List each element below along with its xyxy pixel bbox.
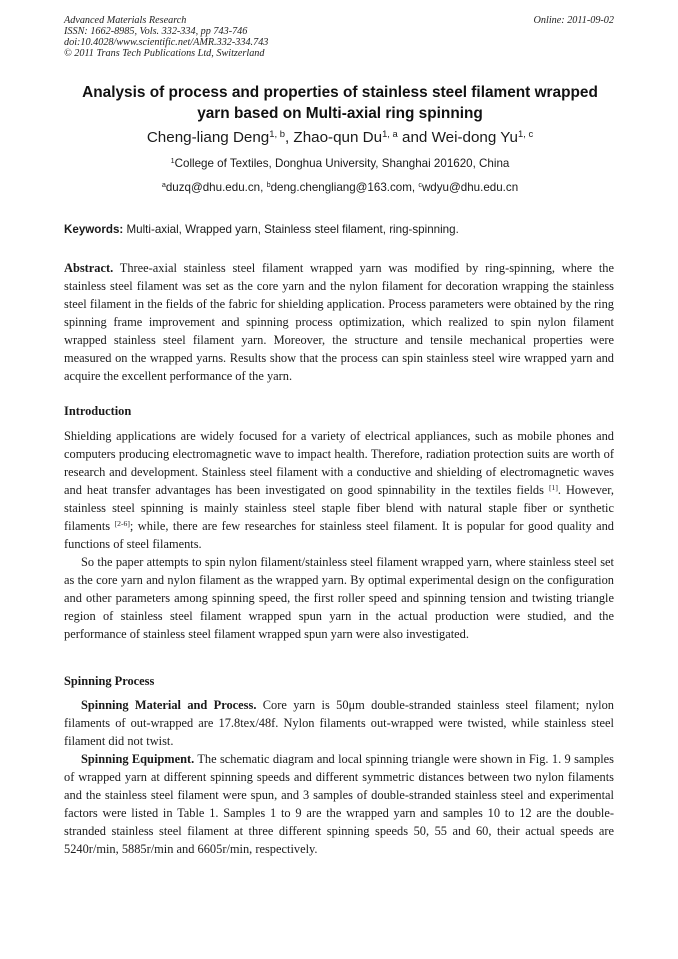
- author-list: Cheng-liang Deng$^{1, b}$, Zhao-qun Du$^{1, a}$ and Wei-dong Yu$^{1, c}$: [146, 127, 534, 146]
- section-heading-introduction: Introduction: [64, 404, 132, 418]
- abstract: [64, 259, 614, 385]
- abstract-label: Abstract.: [64, 261, 114, 275]
- keywords: [64, 222, 624, 237]
- author-2: Zhao-qun Du: [293, 129, 383, 146]
- doi-line: doi:10.4028/www.scientific.net/AMR.332-334.743: [64, 37, 269, 48]
- keywords-text: Multi-axial, Wrapped yarn, Stainless steel filament, ring-spinning.: [123, 223, 459, 236]
- paper-title: [60, 82, 620, 124]
- spinning-equipment-text: The schematic diagram and local spinning triangle were shown in Fig. 1. 9 samples of wrapped yarn at different spinning speeds and different symmetric distances between two nylon filaments and the stainless steel filament were spun, and 3 samples of double-stranded stainless steel and experimental factors were listed in Table 1. Samples 1 to 9 are the wrapped yarn and samples 10 to 12 are the double-stranded stainless steel filament at three different spinning speeds 50, 55 and 60, their actual speeds are 5240r/min, 5885r/min and 6605r/min, respectively.: [64, 752, 615, 856]
- spinning-material-label: Spinning Material and Process.: [81, 698, 257, 712]
- author-2-affil: 1, a: [382, 127, 398, 139]
- author-3-affil: 1, c: [517, 127, 534, 139]
- title-line-2: yarn based on Multi-axial ring spinning: [197, 105, 483, 122]
- author-1: Cheng-liang Deng: [146, 129, 270, 146]
- affiliation-text: College of Textiles, Donghua University, Shanghai 201620, China: [174, 157, 510, 170]
- keywords-label: Keywords:: [64, 223, 124, 236]
- email-c[interactable]: wdyu@dhu.edu.cn: [421, 181, 519, 194]
- spinning-material-text: Core yarn is 50μm double-stranded stainless steel filament; nylon filaments of out-wrapped are 17.8tex/48f. Nylon filaments out-wrapped were twisted, while stainless steel filament did not twist.: [64, 698, 615, 748]
- author-1-affil: 1, b: [269, 127, 285, 139]
- abstract-text: Three-axial stainless steel filament wrapped yarn was modified by ring-spinning, where the stainless steel filament was set as the core yarn and the nylon filament for decoration wrapping the stainless steel filament in the fields of the fabric for shielding application. Process parameters were obtained by the ring spinning frame improvement and spinning process optimization, which realized to spin nylon filament wrapped stainless steel filament yarn. Moreover, the structure and tensile mechanical properties were measured on the wrapped yarns. Results show that the process can spin stainless steel wire wrapped yarn and acquire the excellent performance of the yarn.: [64, 261, 614, 383]
- journal-name: Advanced Materials Research: [64, 15, 187, 26]
- spinning-equipment-label: Spinning Equipment.: [81, 752, 195, 766]
- author-3: Wei-dong Yu: [431, 129, 518, 146]
- intro-p1-text-c: ; while, there are few researches for stainless steel filament. It is popular for good quality and functions of steel filaments.: [64, 519, 614, 551]
- email-b[interactable]: deng.chengliang@163.com,: [270, 181, 419, 194]
- citation-1[interactable]: [1]: [548, 482, 558, 492]
- issn-line: ISSN: 1662-8985, Vols. 332-334, pp 743-746: [64, 26, 248, 37]
- email-a-sup: a: [161, 180, 166, 190]
- introduction-body: [64, 427, 614, 643]
- intro-p1-text-b: . However, stainless steel spinning is mainly stainless steel staple fiber blend with natural staple fiber or synthetic filaments: [64, 483, 614, 533]
- author-and: and: [397, 129, 432, 146]
- journal-header: [64, 15, 268, 59]
- affiliation-sup: 1: [170, 156, 175, 166]
- affiliation: [60, 156, 620, 171]
- intro-paragraph-2: So the paper attempts to spin nylon filament/stainless steel filament wrapped yarn, where stainless steel set as the core yarn and nylon filament as the wrapped yarn. By optimal experimental design on the configuration and other parameters among spinning speed, the first roller speed and spinning tension and twisting triangle region of stainless steel filament wrapped spun yarn in the actual production were studied, and the performance of stainless steel filament wrapped spun yarn were also investigated.: [64, 555, 614, 641]
- citation-2-6[interactable]: [2-6]: [114, 518, 130, 528]
- email-list: [60, 180, 620, 195]
- online-date: Online: 2011-09-02: [533, 15, 614, 26]
- section-heading-spinning-process: Spinning Process: [64, 674, 155, 688]
- intro-p1-text-a: Shielding applications are widely focused for a variety of electrical appliances, such as mobile phones and computers producing electromagnetic wave to impact health. Therefore, radiation protection suits are worth of research and development. Stainless steel filament with a conductive and shielding of electromagnetic waves and heat transfer advantages has been investigated on good spinnability in the textiles fields: [64, 429, 614, 497]
- copyright-line: © 2011 Trans Tech Publications Ltd, Switzerland: [64, 48, 265, 59]
- email-c-sup: c: [418, 180, 422, 190]
- spinning-paragraph-2: [64, 750, 614, 858]
- spinning-process-body: [64, 696, 614, 858]
- spinning-paragraph-1: [64, 696, 614, 750]
- intro-paragraph-1: [64, 427, 614, 553]
- email-b-sup: b: [266, 180, 271, 190]
- email-a[interactable]: duzq@dhu.edu.cn,: [165, 181, 267, 194]
- title-line-1: Analysis of process and properties of stainless steel filament wrapped: [82, 84, 598, 101]
